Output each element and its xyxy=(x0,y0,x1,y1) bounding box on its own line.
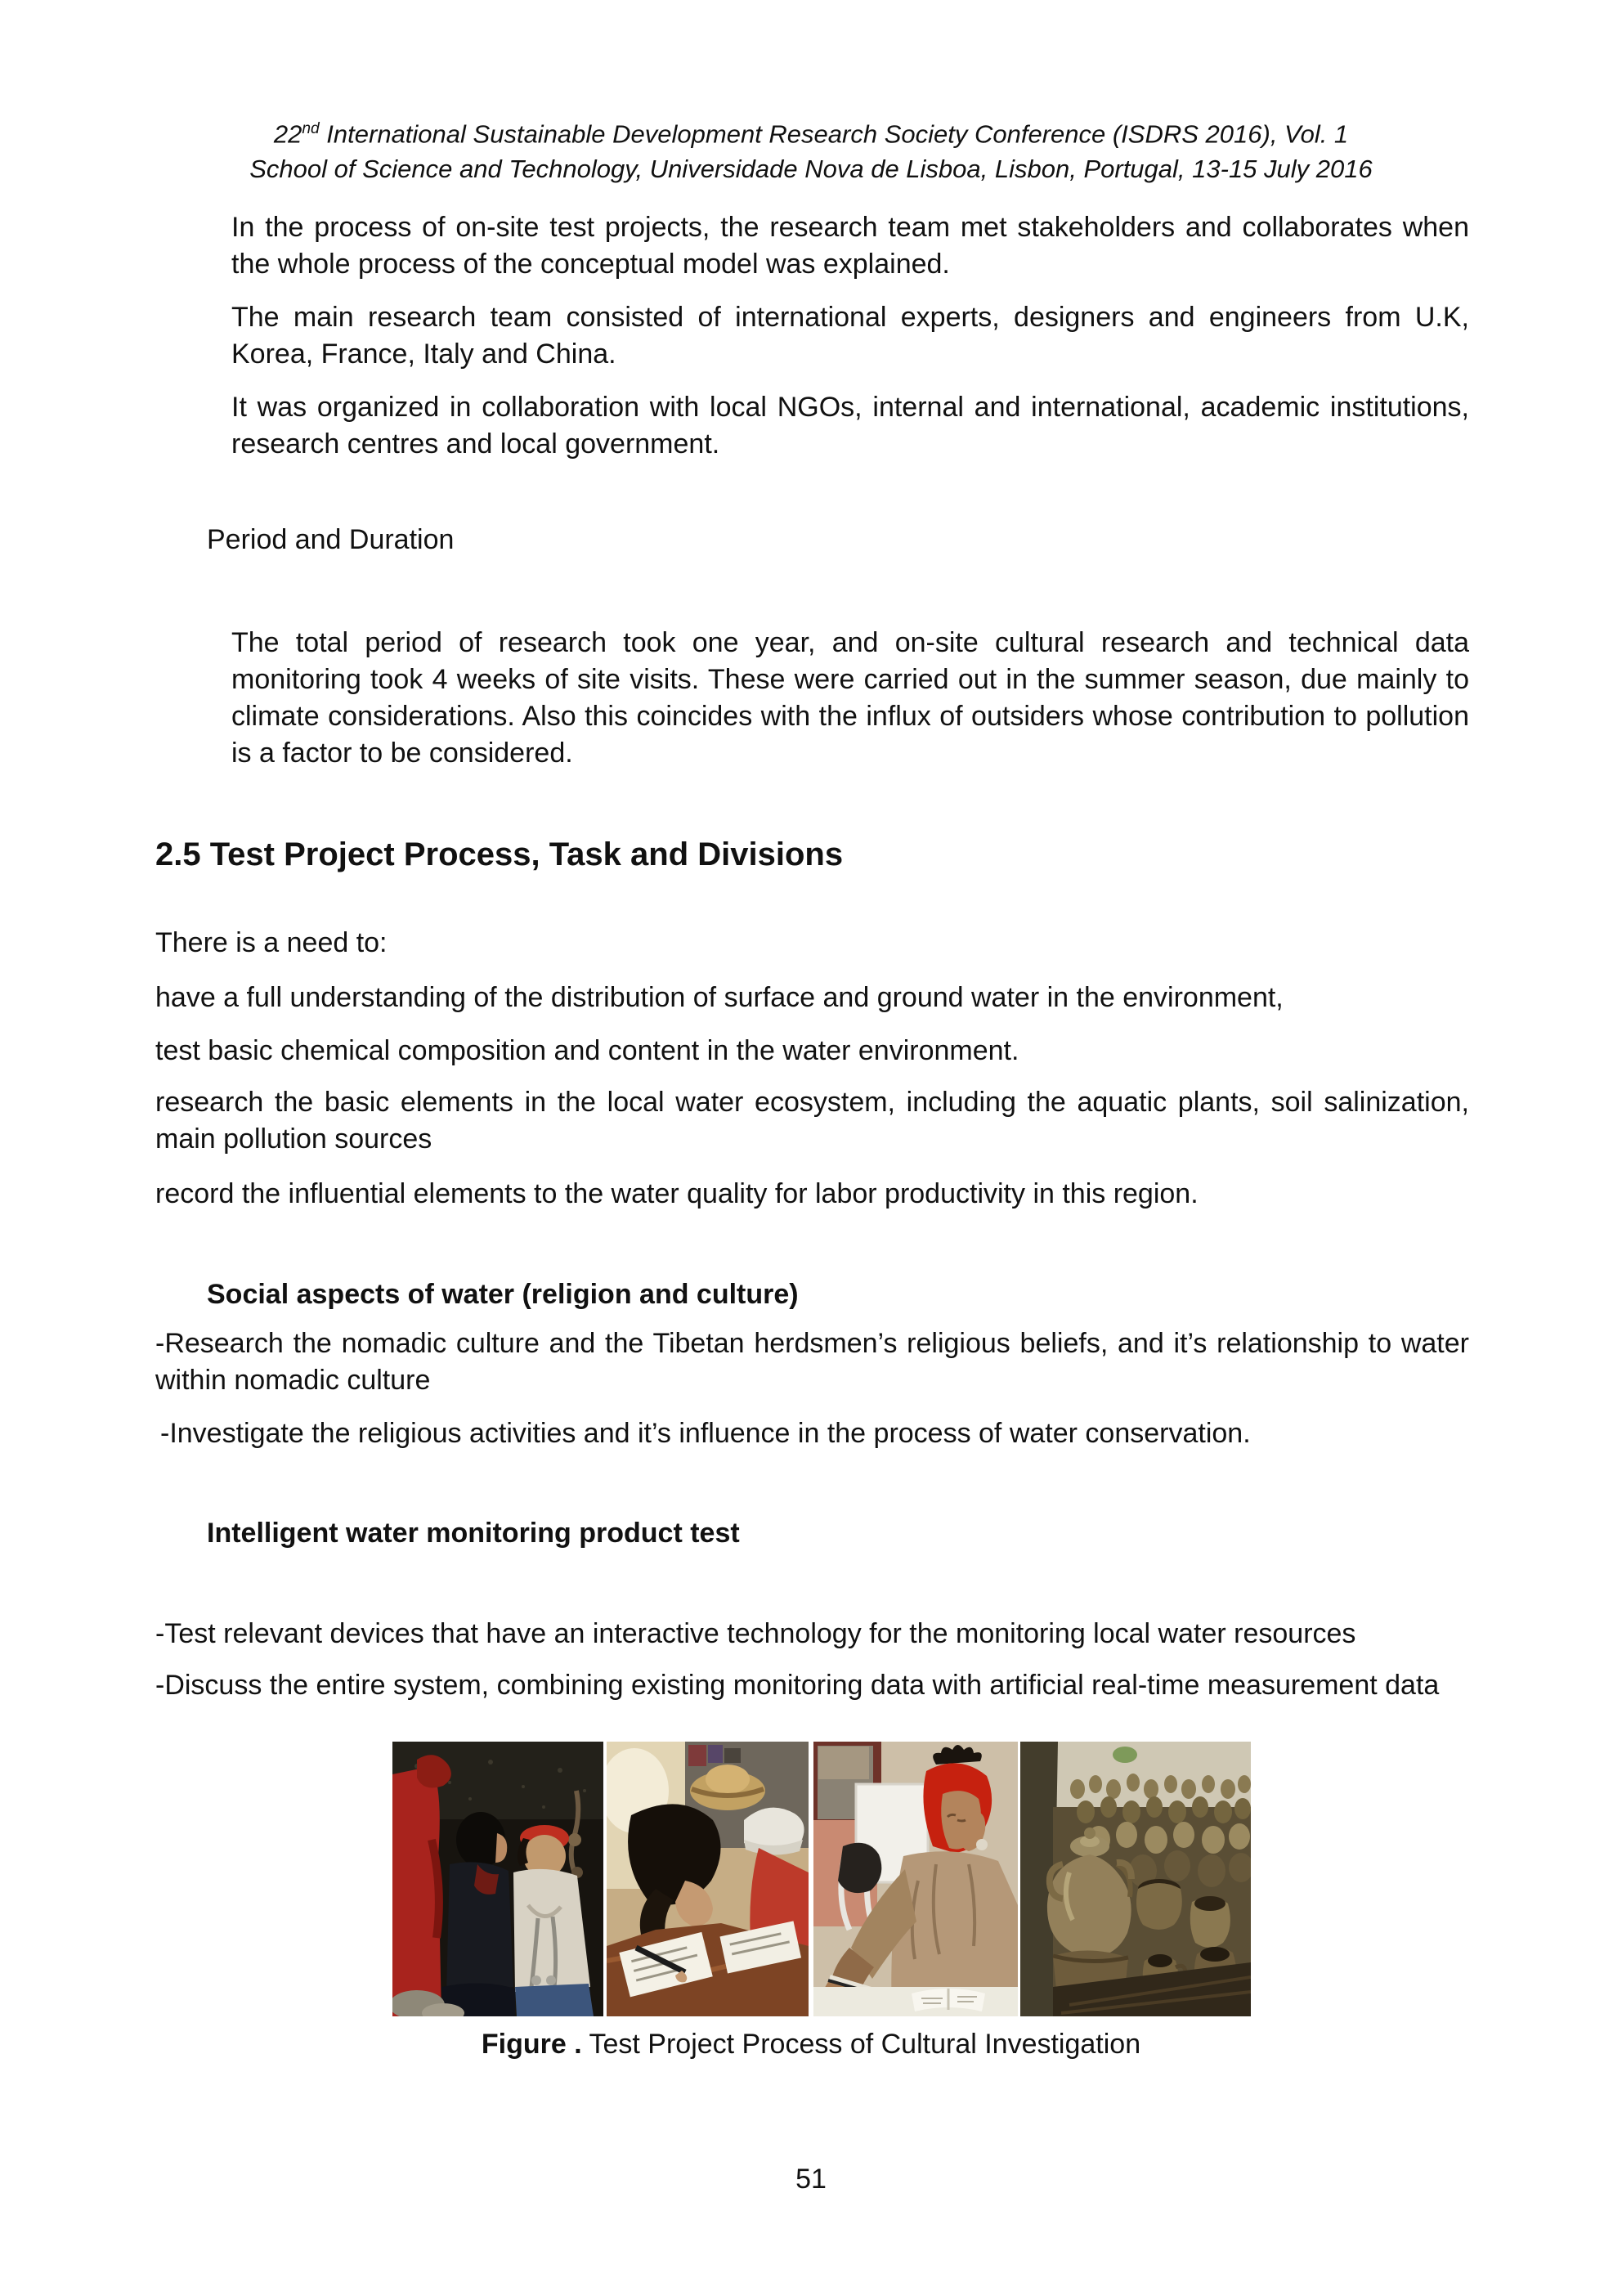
social-aspects-heading: Social aspects of water (religion and culture) xyxy=(207,1279,799,1310)
photo-4-illustration xyxy=(1020,1742,1251,2016)
paragraph-period: The total period of research took one year, and on-site cultural research and technical data monitoring took 4 weeks of site visits. These were carried out in the summer season, due mainly to climate considerations. Also this coincides with the influx of outsiders whose contribution to pollution is a factor to be considered. xyxy=(231,627,1469,769)
need-item-3: research the basic elements in the local water ecosystem, including the aquatic plants, soil salinization, main pollution sources xyxy=(155,1087,1469,1155)
page-header xyxy=(0,111,1622,186)
header-line-1 xyxy=(0,111,1622,151)
monitoring-item-2: -Discuss the entire system, combining existing monitoring data with artificial real-time measurement data xyxy=(155,1670,1440,1701)
figure-photo-pottery xyxy=(1020,1742,1251,2016)
photo-1-illustration xyxy=(392,1742,603,2016)
paragraph-stakeholders: In the process of on-site test projects, the research team met stakeholders and collaborates when the whole process of the conceptual model was explained. xyxy=(231,212,1469,280)
paragraph-organization: It was organized in collaboration with local NGOs, internal and international, academic institutions, research centres and local government. xyxy=(231,392,1469,460)
need-item-2: test basic chemical composition and content in the water environment. xyxy=(155,1035,1019,1066)
header-line-2: School of Science and Technology, Universidade Nova de Lisboa, Lisbon, Portugal, 13-15 July 2016 xyxy=(249,155,1373,184)
header-ordinal-suffix: nd xyxy=(302,120,320,137)
figure-photo-interview xyxy=(813,1742,1018,2016)
social-item-1: -Research the nomadic culture and the Tibetan herdsmen’s religious beliefs, and it’s relationship to water within nomadic culture xyxy=(155,1328,1469,1396)
header-conference-title: International Sustainable Development Research Society Conference (ISDRS 2016), Vol. 1 xyxy=(319,119,1349,149)
paragraph-research-team: The main research team consisted of international experts, designers and engineers from U.K, Korea, France, Italy and China. xyxy=(231,302,1469,370)
figure-caption-label: Figure . xyxy=(481,2029,582,2060)
period-duration-heading: Period and Duration xyxy=(207,524,455,555)
intelligent-monitoring-heading: Intelligent water monitoring product test xyxy=(207,1518,740,1549)
social-item-2: -Investigate the religious activities and it’s influence in the process of water conservation. xyxy=(160,1418,1251,1449)
photo-2-illustration xyxy=(607,1742,809,2016)
header-conference-number: 22 xyxy=(273,119,302,149)
figure-photo-survey-writing xyxy=(607,1742,809,2016)
figure-photo-tent-meeting xyxy=(392,1742,603,2016)
page-number: 51 xyxy=(795,2164,827,2195)
photo-3-illustration xyxy=(813,1742,1018,2016)
section-heading-2-5: 2.5 Test Project Process, Task and Divisions xyxy=(155,836,844,872)
figure-caption-text: Test Project Process of Cultural Investigation xyxy=(581,2029,1141,2060)
need-intro: There is a need to: xyxy=(155,927,388,958)
need-item-4: record the influential elements to the water quality for labor productivity in this region. xyxy=(155,1178,1199,1209)
figure-caption xyxy=(0,2026,1622,2063)
monitoring-item-1: -Test relevant devices that have an interactive technology for the monitoring local water resources xyxy=(155,1618,1356,1649)
need-item-1: have a full understanding of the distribution of surface and ground water in the environment, xyxy=(155,982,1284,1013)
figure-photo-strip xyxy=(392,1742,1251,2016)
